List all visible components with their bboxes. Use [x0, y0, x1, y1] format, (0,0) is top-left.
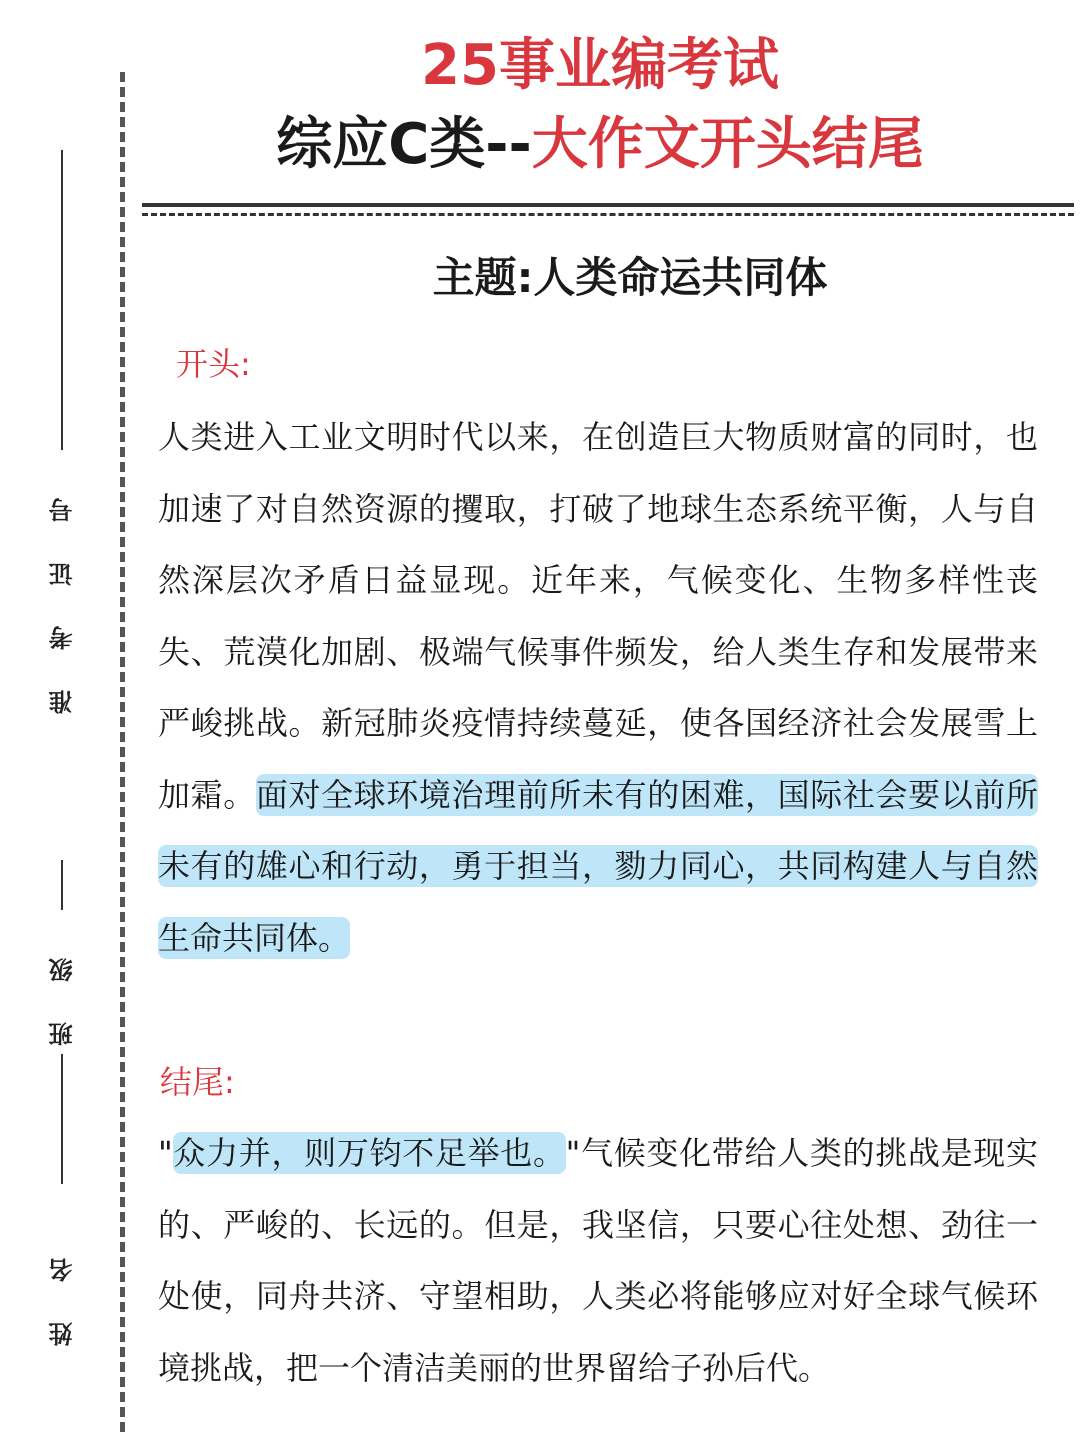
name-field	[42, 1210, 82, 1354]
exam-id-label: 准考证号	[47, 458, 77, 714]
opening-label: 开头:	[176, 345, 251, 383]
exam-id-field	[42, 150, 82, 722]
ending-highlight-text: 众力并，则万钧不足举也。	[172, 1134, 566, 1172]
opening-text: 人类进入工业文明时代以来，在创造巨大物质财富的同时，也加速了对自然资源的攫取，打破了地球生态系统平衡，人与自然深层次矛盾日益显现。近年来，气候变化、生物多样性丧失、荒漠化加剧、极端气候事件频发，给人类生存和发展带来严峻挑战。新冠肺炎疫情持续蔓延，使各国经济社会发展雪上加霜。	[158, 418, 1038, 814]
exam-id-underline	[61, 150, 63, 450]
class-underline-top	[61, 860, 63, 910]
subtitle-prefix: 综应C类--	[276, 112, 532, 177]
name-label: 姓名	[47, 1218, 77, 1346]
class-label: 班级	[47, 918, 77, 1046]
page-subtitle	[150, 108, 1050, 182]
opening-highlight-text: 面对全球环境治理前所未有的困难，国际社会要以前所未有的雄心和行动，勇于担当，勠力同心，共同构建人与自然生命共同体。	[158, 775, 1038, 957]
ending-text: "气候变化带给人类的挑战是现实的、严峻的、长远的。但是，我坚信，只要心往处想、劲往一处使，同舟共济、守望相助，人类必将能够应对好全球气候环境挑战，把一个清洁美丽的世界留给子孙后代。	[158, 1134, 1038, 1387]
page-title: 25事业编考试	[421, 33, 779, 98]
ending-paragraph	[158, 1118, 1038, 1404]
header-divider-dashed	[142, 213, 1074, 216]
class-field	[42, 860, 82, 1184]
subtitle-highlight: 大作文开头结尾	[531, 112, 924, 177]
topic-heading: 主题:人类命运共同体	[432, 253, 828, 302]
class-underline	[61, 1054, 63, 1184]
ending-quote-open: "	[158, 1134, 173, 1172]
binding-cut-line	[120, 72, 125, 1432]
header-divider-solid	[142, 203, 1074, 207]
opening-paragraph	[158, 402, 1038, 974]
ending-label: 结尾:	[160, 1063, 235, 1101]
